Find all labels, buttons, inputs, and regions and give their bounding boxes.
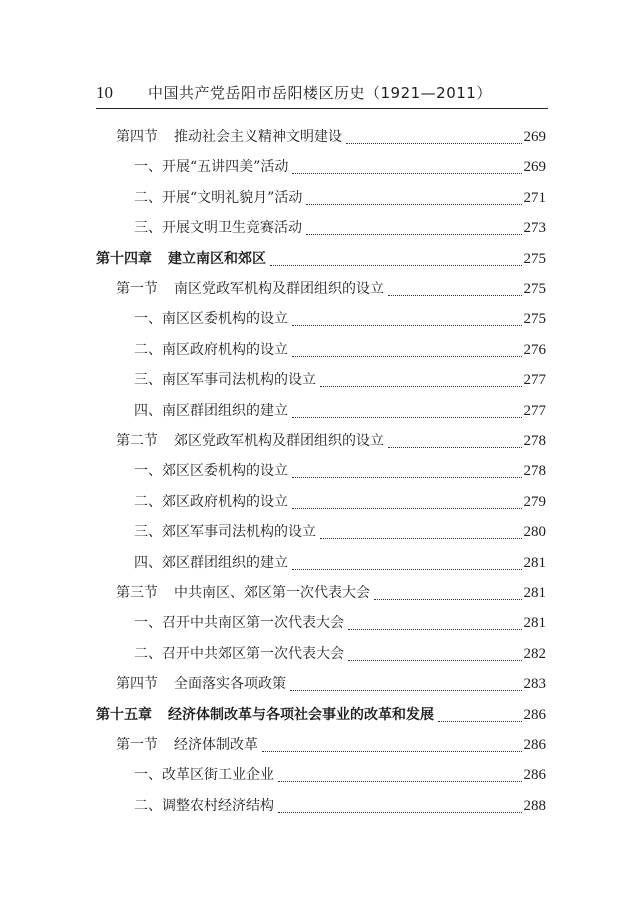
toc-entry-page-number: 283 [523,676,546,693]
toc-entry-title: 推动社会主义精神文明建设 [174,129,342,145]
toc-entry-item [134,552,546,578]
toc-entry-page-number: 279 [523,493,546,510]
toc-entry-title: 二、郊区政府机构的设立 [134,493,288,510]
toc-entry-page-number: 273 [523,220,546,237]
toc-entry-page-number: 286 [523,737,546,753]
page-header [96,82,548,106]
dot-leader [292,555,522,570]
dot-leader [388,433,522,448]
toc-entry-item [134,308,546,334]
toc-entry-section [116,582,546,608]
toc-entry-page-number: 275 [523,250,546,267]
toc-entry-page-number: 278 [523,433,546,449]
toc-entry-section [116,430,546,456]
toc-entry-title: 四、南区群团组织的建立 [134,402,288,419]
toc-entry-title: 三、南区军事司法机构的设立 [134,372,316,389]
toc-entry-section [116,278,546,304]
toc-entry-title: 建立南区和郊区 [168,250,266,267]
toc-entry-page-number: 277 [523,372,546,389]
toc-entry-item [134,460,546,486]
dot-leader [278,798,522,813]
dot-leader [320,524,522,539]
toc-entry-page-number: 281 [523,554,546,571]
toc-entry-title: 一、开展“五讲四美”活动 [134,159,289,176]
toc-entry-title: 全面落实各项政策 [174,676,286,693]
dot-leader [292,311,522,326]
toc-entry-title: 经济体制改革 [174,737,258,753]
dot-leader [346,129,522,144]
toc-entry-page-number: 271 [523,189,546,206]
dot-leader [292,159,521,174]
toc-entry-page-number: 276 [523,341,546,358]
toc-entry-item [134,643,546,669]
toc-entry-title: 二、召开中共郊区第一次代表大会 [134,645,344,662]
toc-entry-section [116,673,546,699]
toc-entry-title: 二、调整农村经济结构 [134,797,274,814]
dot-leader [290,676,522,691]
toc-entry-label: 第一节 [116,281,158,297]
toc-entry-title: 二、南区政府机构的设立 [134,341,288,358]
toc-entry-label: 第四节 [116,676,158,693]
dot-leader [292,494,522,509]
dot-leader [438,707,522,722]
toc-entry-item [134,187,546,213]
toc-entry-page-number: 275 [523,311,546,328]
running-title: 中国共产党岳阳市岳阳楼区历史（1921—2011） [148,84,492,102]
dot-leader [270,251,522,266]
dot-leader [262,737,522,752]
toc-entry-page-number: 281 [523,615,546,632]
toc-entry-item [134,795,546,821]
toc-entry-label: 第二节 [116,433,158,449]
toc-entry-item [134,521,546,547]
toc-entry-title: 中共南区、郊区第一次代表大会 [174,585,370,601]
toc-entry-page-number: 269 [523,129,546,145]
dot-leader [374,585,522,600]
toc-entry-item [134,612,546,638]
toc-entry-page-number: 288 [523,797,546,814]
toc-entry-item [134,491,546,517]
dot-leader [292,463,522,478]
toc-entry-page-number: 269 [523,159,546,176]
toc-entry-page-number: 286 [523,767,546,784]
toc-entry-page-number: 281 [523,585,546,601]
dot-leader [388,281,522,296]
toc-entry-page-number: 286 [523,706,546,723]
toc-entry-title: 南区党政军机构及群团组织的设立 [174,281,384,297]
toc-entry-title: 经济体制改革与各项社会事业的改革和发展 [168,706,434,723]
toc-entry-title: 一、郊区区委机构的设立 [134,463,288,480]
dot-leader [348,615,522,630]
toc-entry-page-number: 280 [523,524,546,541]
toc-entry-title: 一、改革区街工业企业 [134,767,274,784]
toc-entry-section [116,126,546,152]
toc-entry-item [134,217,546,243]
toc-entry-label: 第十四章 [96,250,152,267]
toc-entry-section [116,734,546,760]
dot-leader [292,403,522,418]
dot-leader [306,220,522,235]
toc-entry-title: 四、郊区群团组织的建立 [134,554,288,571]
dot-leader [306,190,521,205]
toc-entry-page-number: 282 [523,645,546,662]
toc-entry-label: 第一节 [116,737,158,753]
toc-entry-chapter [96,704,546,730]
toc-entry-page-number: 275 [523,281,546,297]
toc-entry-title: 郊区党政军机构及群团组织的设立 [174,433,384,449]
toc-entry-title: 二、开展“文明礼貌月”活动 [134,189,303,206]
toc-entry-item [134,764,546,790]
toc-entry-page-number: 277 [523,402,546,419]
page-number: 10 [96,83,113,102]
toc-entry-title: 一、召开中共南区第一次代表大会 [134,615,344,632]
toc-entry-item [134,369,546,395]
header-rule [96,108,548,109]
toc-entry-label: 第十五章 [96,706,152,723]
toc-entry-label: 第四节 [116,129,158,145]
dot-leader [320,372,522,387]
toc-entry-label: 第三节 [116,585,158,601]
dot-leader [348,646,522,661]
dot-leader [292,342,522,357]
dot-leader [278,767,522,782]
toc-entry-title: 一、南区区委机构的设立 [134,311,288,328]
toc-entry-item [134,400,546,426]
toc-entry-item [134,339,546,365]
toc-entry-item [134,156,546,182]
toc-entry-title: 三、开展文明卫生竞赛活动 [134,220,302,237]
toc-entry-page-number: 278 [523,463,546,480]
toc-entry-chapter [96,248,546,274]
toc-entry-title: 三、郊区军事司法机构的设立 [134,524,316,541]
